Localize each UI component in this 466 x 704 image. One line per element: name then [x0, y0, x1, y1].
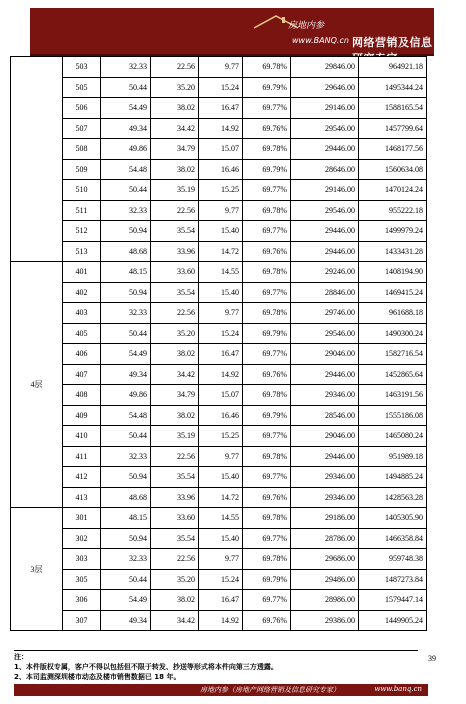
table-row — [11, 303, 427, 324]
table-cell: 1457799.64 — [359, 118, 427, 139]
table-cell: 69.77% — [243, 344, 291, 365]
table-cell: 38.02 — [151, 98, 199, 119]
table-cell: 50.94 — [101, 221, 151, 242]
table-cell: 15.24 — [199, 323, 243, 344]
table-cell: 16.47 — [199, 98, 243, 119]
table-cell: 48.68 — [101, 487, 151, 508]
table-cell: 16.47 — [199, 344, 243, 365]
table-cell: 15.24 — [199, 569, 243, 590]
table-cell: 49.34 — [101, 364, 151, 385]
brand-url: www.BANQ.cn — [292, 36, 349, 45]
table-cell: 14.55 — [199, 262, 243, 283]
table-cell: 69.76% — [243, 241, 291, 262]
table-cell: 69.76% — [243, 487, 291, 508]
table-cell: 34.42 — [151, 364, 199, 385]
table-cell: 49.86 — [101, 385, 151, 406]
unit-number-cell: 503 — [63, 57, 101, 78]
table-cell: 15.07 — [199, 139, 243, 160]
unit-number-cell: 508 — [63, 139, 101, 160]
table-cell: 1495344.24 — [359, 77, 427, 98]
floor-label — [11, 57, 63, 262]
table-cell: 69.77% — [243, 590, 291, 611]
table-cell: 15.40 — [199, 221, 243, 242]
unit-number-cell: 410 — [63, 426, 101, 447]
table-cell: 29446.00 — [291, 364, 359, 385]
table-cell: 34.42 — [151, 610, 199, 631]
unit-number-cell: 407 — [63, 364, 101, 385]
table-row — [11, 446, 427, 467]
footer-divider — [14, 650, 418, 651]
table-cell: 29546.00 — [291, 323, 359, 344]
table-cell: 22.56 — [151, 303, 199, 324]
table-cell: 69.77% — [243, 282, 291, 303]
table-cell: 29046.00 — [291, 344, 359, 365]
table-row — [11, 426, 427, 447]
table-cell: 38.02 — [151, 405, 199, 426]
table-cell: 69.77% — [243, 528, 291, 549]
unit-number-cell: 306 — [63, 590, 101, 611]
unit-number-cell: 307 — [63, 610, 101, 631]
table-cell: 964921.18 — [359, 57, 427, 78]
table-cell: 69.78% — [243, 139, 291, 160]
table-row — [11, 57, 427, 78]
table-cell: 50.94 — [101, 528, 151, 549]
table-cell: 29386.00 — [291, 610, 359, 631]
table-cell: 16.47 — [199, 590, 243, 611]
unit-number-cell: 512 — [63, 221, 101, 242]
table-cell: 35.20 — [151, 77, 199, 98]
table-cell: 69.77% — [243, 98, 291, 119]
table-cell: 1405305.90 — [359, 508, 427, 529]
table-cell: 14.92 — [199, 118, 243, 139]
table-cell: 32.33 — [101, 57, 151, 78]
table-cell: 54.49 — [101, 98, 151, 119]
table-cell: 69.77% — [243, 467, 291, 488]
table-cell: 69.77% — [243, 180, 291, 201]
table-cell: 32.33 — [101, 549, 151, 570]
table-row — [11, 467, 427, 488]
table-cell: 1428563.28 — [359, 487, 427, 508]
table-row — [11, 159, 427, 180]
table-cell: 1490300.24 — [359, 323, 427, 344]
unit-number-cell: 402 — [63, 282, 101, 303]
table-cell: 69.78% — [243, 262, 291, 283]
table-cell: 29346.00 — [291, 487, 359, 508]
table-row — [11, 200, 427, 221]
unit-number-cell: 408 — [63, 385, 101, 406]
table-cell: 1466358.84 — [359, 528, 427, 549]
table-cell: 1582716.54 — [359, 344, 427, 365]
bottom-brand-text: 房地内参（房地产网络营销及信息研究专家） — [200, 686, 340, 694]
table-cell: 49.34 — [101, 118, 151, 139]
table-cell: 1463191.56 — [359, 385, 427, 406]
table-cell: 38.02 — [151, 159, 199, 180]
table-cell: 35.54 — [151, 282, 199, 303]
table-cell: 69.79% — [243, 77, 291, 98]
unit-number-cell: 412 — [63, 467, 101, 488]
table-cell: 1470124.24 — [359, 180, 427, 201]
table-cell: 28646.00 — [291, 159, 359, 180]
table-cell: 9.77 — [199, 200, 243, 221]
table-cell: 69.78% — [243, 303, 291, 324]
table-cell: 16.46 — [199, 405, 243, 426]
table-cell: 35.19 — [151, 180, 199, 201]
table-cell: 35.20 — [151, 323, 199, 344]
table-cell: 14.72 — [199, 487, 243, 508]
table-cell: 33.96 — [151, 241, 199, 262]
table-cell: 1408194.90 — [359, 262, 427, 283]
table-cell: 50.44 — [101, 426, 151, 447]
table-cell: 69.76% — [243, 364, 291, 385]
table-cell: 15.07 — [199, 385, 243, 406]
table-cell: 29746.00 — [291, 303, 359, 324]
table-cell: 1449905.24 — [359, 610, 427, 631]
table-cell: 15.40 — [199, 282, 243, 303]
table-cell: 48.15 — [101, 508, 151, 529]
table-cell: 29486.00 — [291, 569, 359, 590]
table-cell: 29646.00 — [291, 77, 359, 98]
footer-notes — [14, 652, 418, 682]
table-cell: 29346.00 — [291, 385, 359, 406]
table-cell: 69.78% — [243, 508, 291, 529]
table-cell: 29446.00 — [291, 446, 359, 467]
table-cell: 33.60 — [151, 508, 199, 529]
unit-number-cell: 505 — [63, 77, 101, 98]
table-cell: 35.54 — [151, 528, 199, 549]
table-cell: 28846.00 — [291, 282, 359, 303]
table-cell: 9.77 — [199, 303, 243, 324]
table-row — [11, 139, 427, 160]
unit-number-cell: 413 — [63, 487, 101, 508]
table-cell: 951989.18 — [359, 446, 427, 467]
table-cell: 955222.18 — [359, 200, 427, 221]
table-cell: 32.33 — [101, 200, 151, 221]
table-cell: 54.49 — [101, 590, 151, 611]
unit-number-cell: 411 — [63, 446, 101, 467]
table-cell: 28986.00 — [291, 590, 359, 611]
table-cell: 29346.00 — [291, 467, 359, 488]
table-cell: 50.44 — [101, 323, 151, 344]
floor-label: 4层 — [11, 262, 63, 508]
table-cell: 29686.00 — [291, 549, 359, 570]
unit-number-cell: 401 — [63, 262, 101, 283]
bottom-url: www.banq.cn — [374, 685, 422, 693]
table-cell: 15.40 — [199, 528, 243, 549]
table-cell: 69.76% — [243, 118, 291, 139]
note-title: 注： — [14, 653, 28, 661]
table-cell: 22.56 — [151, 446, 199, 467]
table-row — [11, 405, 427, 426]
page-number: 39 — [428, 654, 436, 663]
table-cell: 9.77 — [199, 446, 243, 467]
bottom-bar — [14, 684, 428, 696]
table-cell: 38.02 — [151, 590, 199, 611]
table-cell: 50.94 — [101, 467, 151, 488]
table-cell: 961688.18 — [359, 303, 427, 324]
table-cell: 50.94 — [101, 282, 151, 303]
table-cell: 14.55 — [199, 508, 243, 529]
table-cell: 69.78% — [243, 57, 291, 78]
table-cell: 35.20 — [151, 569, 199, 590]
table-cell: 50.44 — [101, 180, 151, 201]
table-cell: 34.42 — [151, 118, 199, 139]
table-cell: 22.56 — [151, 57, 199, 78]
table-cell: 49.86 — [101, 139, 151, 160]
banner-title: 网络营销及信息研究专家 — [352, 36, 433, 65]
table-cell: 29186.00 — [291, 508, 359, 529]
table-cell: 29046.00 — [291, 426, 359, 447]
table-cell: 9.77 — [199, 57, 243, 78]
table-row — [11, 282, 427, 303]
table-cell: 29446.00 — [291, 139, 359, 160]
table-cell: 35.54 — [151, 221, 199, 242]
table-cell: 48.15 — [101, 262, 151, 283]
table-row — [11, 241, 427, 262]
unit-number-cell: 510 — [63, 180, 101, 201]
table-cell: 54.49 — [101, 344, 151, 365]
table-cell: 9.77 — [199, 549, 243, 570]
table-row — [11, 262, 427, 283]
table-cell: 49.34 — [101, 610, 151, 631]
unit-number-cell: 409 — [63, 405, 101, 426]
table-cell: 22.56 — [151, 200, 199, 221]
table-row — [11, 180, 427, 201]
table-cell: 32.33 — [101, 446, 151, 467]
table-cell: 69.79% — [243, 159, 291, 180]
table-row — [11, 569, 427, 590]
table-cell: 50.44 — [101, 77, 151, 98]
table-cell: 29246.00 — [291, 262, 359, 283]
unit-number-cell: 513 — [63, 241, 101, 262]
table-cell: 34.79 — [151, 385, 199, 406]
table-cell: 14.72 — [199, 241, 243, 262]
table-cell: 29846.00 — [291, 57, 359, 78]
table-cell: 1433431.28 — [359, 241, 427, 262]
table-cell: 15.40 — [199, 467, 243, 488]
unit-number-cell: 506 — [63, 98, 101, 119]
unit-number-cell: 507 — [63, 118, 101, 139]
table-row — [11, 385, 427, 406]
table-cell: 1555186.08 — [359, 405, 427, 426]
table-cell: 69.78% — [243, 385, 291, 406]
table-cell: 1468177.56 — [359, 139, 427, 160]
unit-number-cell: 303 — [63, 549, 101, 570]
table-cell: 16.46 — [199, 159, 243, 180]
table-cell: 22.56 — [151, 549, 199, 570]
note-line: 1、本件版权专属，客户不得以包括但不限于转发、抄送等形式将本件向第三方透露。 — [14, 663, 278, 671]
table-cell: 54.48 — [101, 159, 151, 180]
table-cell: 14.92 — [199, 610, 243, 631]
table-cell: 69.77% — [243, 426, 291, 447]
price-table — [10, 56, 427, 631]
table-cell: 15.25 — [199, 426, 243, 447]
table-cell: 14.92 — [199, 364, 243, 385]
unit-number-cell: 302 — [63, 528, 101, 549]
unit-number-cell: 509 — [63, 159, 101, 180]
table-row — [11, 323, 427, 344]
table-row — [11, 508, 427, 529]
price-table-wrapper — [10, 56, 426, 631]
unit-number-cell: 403 — [63, 303, 101, 324]
table-cell: 32.33 — [101, 303, 151, 324]
table-cell: 69.77% — [243, 221, 291, 242]
unit-number-cell: 406 — [63, 344, 101, 365]
table-cell: 959748.38 — [359, 549, 427, 570]
table-row — [11, 98, 427, 119]
table-cell: 33.60 — [151, 262, 199, 283]
table-row — [11, 487, 427, 508]
table-cell: 1452865.64 — [359, 364, 427, 385]
table-cell: 38.02 — [151, 344, 199, 365]
unit-number-cell: 405 — [63, 323, 101, 344]
table-row — [11, 118, 427, 139]
table-cell: 1469415.24 — [359, 282, 427, 303]
brand-name: 房地内参 — [288, 21, 325, 31]
table-row — [11, 610, 427, 631]
table-cell: 1499979.24 — [359, 221, 427, 242]
unit-number-cell: 511 — [63, 200, 101, 221]
table-cell: 1494885.24 — [359, 467, 427, 488]
table-cell: 1465080.24 — [359, 426, 427, 447]
table-row — [11, 590, 427, 611]
table-cell: 69.78% — [243, 446, 291, 467]
table-cell: 50.44 — [101, 569, 151, 590]
table-cell: 69.76% — [243, 610, 291, 631]
table-cell: 28546.00 — [291, 405, 359, 426]
table-cell: 29146.00 — [291, 98, 359, 119]
table-cell: 1588165.54 — [359, 98, 427, 119]
table-row — [11, 77, 427, 98]
table-cell: 15.24 — [199, 77, 243, 98]
table-cell: 69.79% — [243, 569, 291, 590]
table-cell: 29146.00 — [291, 180, 359, 201]
floor-label: 3层 — [11, 508, 63, 631]
table-cell: 34.79 — [151, 139, 199, 160]
table-cell: 35.54 — [151, 467, 199, 488]
table-cell: 1560634.08 — [359, 159, 427, 180]
table-cell: 29446.00 — [291, 221, 359, 242]
unit-number-cell: 301 — [63, 508, 101, 529]
table-cell: 1579447.14 — [359, 590, 427, 611]
table-cell: 48.68 — [101, 241, 151, 262]
table-cell: 15.25 — [199, 180, 243, 201]
table-cell: 29546.00 — [291, 118, 359, 139]
table-row — [11, 221, 427, 242]
table-cell: 29546.00 — [291, 200, 359, 221]
table-row — [11, 528, 427, 549]
table-row — [11, 344, 427, 365]
header-banner — [30, 8, 434, 65]
table-cell: 29446.00 — [291, 241, 359, 262]
table-cell: 69.78% — [243, 549, 291, 570]
table-cell: 69.79% — [243, 323, 291, 344]
table-cell: 1487273.84 — [359, 569, 427, 590]
table-cell: 69.79% — [243, 405, 291, 426]
table-cell: 54.48 — [101, 405, 151, 426]
table-cell: 35.19 — [151, 426, 199, 447]
table-cell: 69.78% — [243, 200, 291, 221]
note-line: 2、本司监测深圳楼市动态及楼市销售数据已 18 年。 — [14, 673, 181, 681]
table-row — [11, 549, 427, 570]
unit-number-cell: 305 — [63, 569, 101, 590]
table-cell: 33.96 — [151, 487, 199, 508]
table-cell: 28786.00 — [291, 528, 359, 549]
table-row — [11, 364, 427, 385]
